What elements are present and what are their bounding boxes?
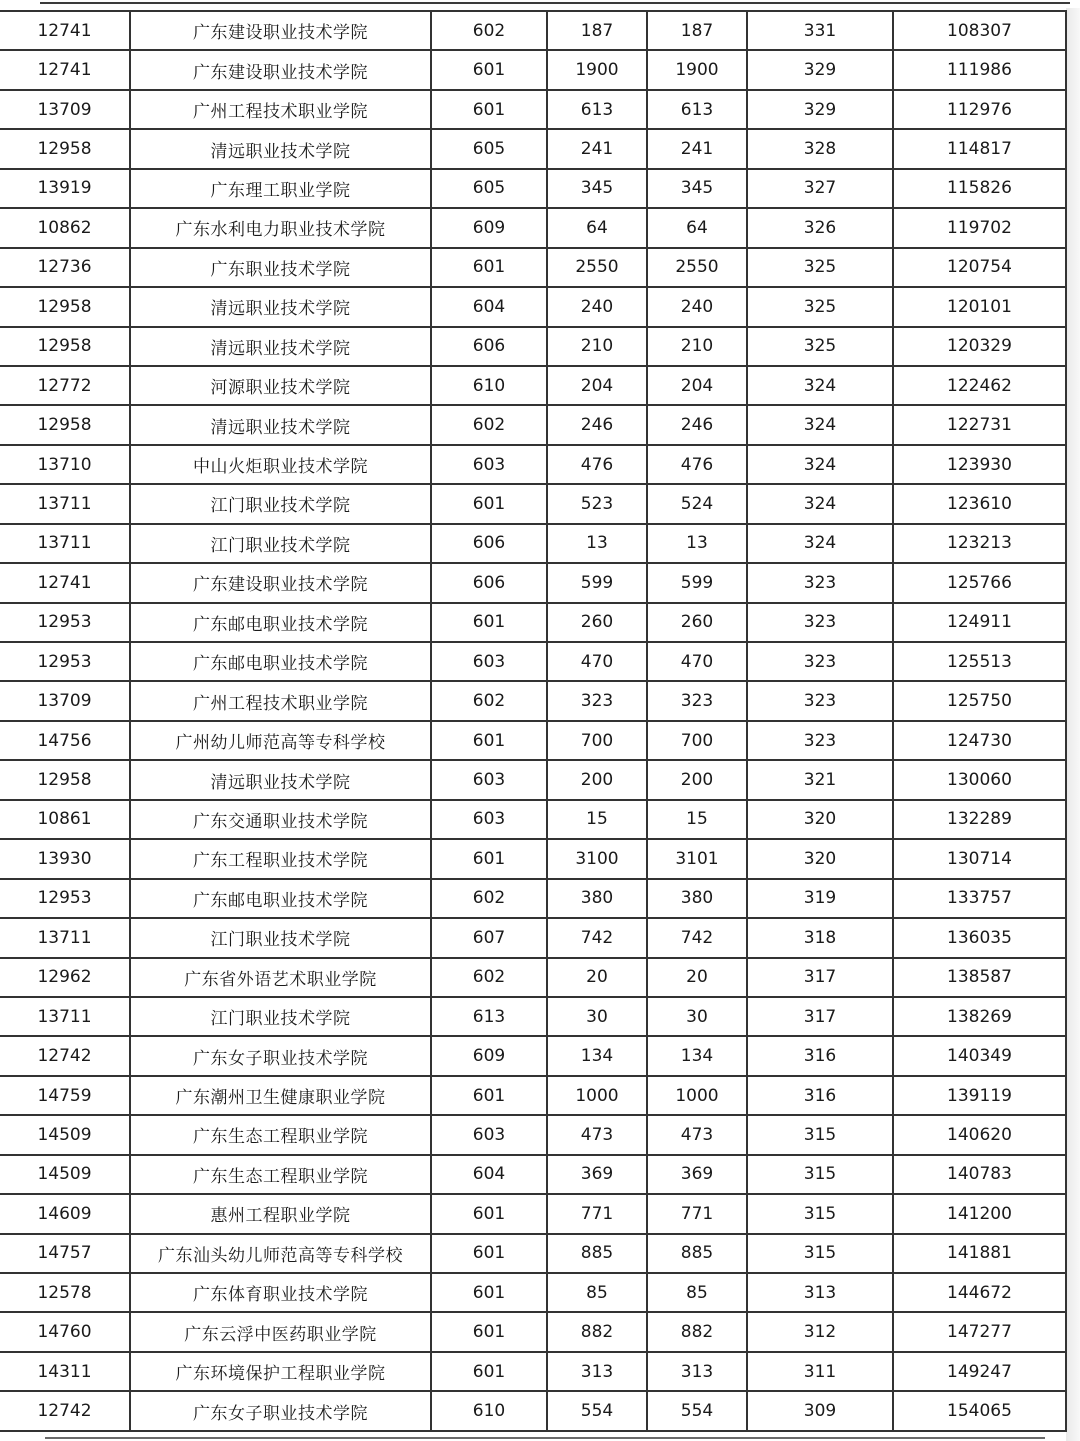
school-code-cell: 10861 — [0, 800, 130, 839]
table-row — [0, 760, 1066, 799]
school-name-cell: 广东工程职业技术学院 — [130, 839, 431, 878]
table-row — [0, 1194, 1066, 1233]
min-score-cell: 324 — [747, 484, 893, 523]
admitted-count-cell: 13 — [647, 524, 747, 563]
school-code-cell: 12953 — [0, 642, 130, 681]
school-name-cell: 广东生态工程职业学院 — [130, 1115, 431, 1154]
school-code-cell: 14756 — [0, 721, 130, 760]
school-name-cell: 广东体育职业技术学院 — [130, 1273, 431, 1312]
plan-count-cell: 742 — [547, 918, 647, 957]
table-row — [0, 1155, 1066, 1194]
school-name-cell: 中山火炬职业技术学院 — [130, 445, 431, 484]
min-score-cell: 312 — [747, 1312, 893, 1351]
admitted-count-cell: 187 — [647, 11, 747, 50]
plan-count-cell: 323 — [547, 681, 647, 720]
min-rank-cell: 125513 — [893, 642, 1066, 681]
group-code-cell: 601 — [431, 1076, 547, 1115]
min-rank-cell: 138587 — [893, 958, 1066, 997]
min-rank-cell: 147277 — [893, 1312, 1066, 1351]
min-rank-cell: 139119 — [893, 1076, 1066, 1115]
min-score-cell: 318 — [747, 918, 893, 957]
min-rank-cell: 115826 — [893, 169, 1066, 208]
admitted-count-cell: 473 — [647, 1115, 747, 1154]
school-name-cell: 江门职业技术学院 — [130, 918, 431, 957]
table-row — [0, 445, 1066, 484]
plan-count-cell: 613 — [547, 90, 647, 129]
plan-count-cell: 882 — [547, 1312, 647, 1351]
school-name-cell: 广州工程技术职业学院 — [130, 681, 431, 720]
table-row — [0, 1036, 1066, 1075]
plan-count-cell: 380 — [547, 879, 647, 918]
school-name-cell: 广东理工职业学院 — [130, 169, 431, 208]
admission-score-table — [0, 10, 1067, 1432]
min-rank-cell: 123610 — [893, 484, 1066, 523]
table-row — [0, 839, 1066, 878]
plan-count-cell: 15 — [547, 800, 647, 839]
school-code-cell: 13710 — [0, 445, 130, 484]
table-row — [0, 918, 1066, 957]
min-score-cell: 325 — [747, 327, 893, 366]
page-edge-shadow — [1066, 8, 1080, 1441]
table-row — [0, 603, 1066, 642]
group-code-cell: 603 — [431, 445, 547, 484]
group-code-cell: 601 — [431, 839, 547, 878]
school-code-cell: 13930 — [0, 839, 130, 878]
admitted-count-cell: 882 — [647, 1312, 747, 1351]
school-code-cell: 14509 — [0, 1115, 130, 1154]
school-name-cell: 广东职业技术学院 — [130, 248, 431, 287]
group-code-cell: 601 — [431, 50, 547, 89]
min-rank-cell: 154065 — [893, 1391, 1066, 1430]
admitted-count-cell: 771 — [647, 1194, 747, 1233]
admitted-count-cell: 30 — [647, 997, 747, 1036]
school-code-cell: 14760 — [0, 1312, 130, 1351]
min-rank-cell: 125750 — [893, 681, 1066, 720]
school-code-cell: 12953 — [0, 603, 130, 642]
admitted-count-cell: 2550 — [647, 248, 747, 287]
min-rank-cell: 120329 — [893, 327, 1066, 366]
school-name-cell: 清远职业技术学院 — [130, 287, 431, 326]
min-score-cell: 315 — [747, 1234, 893, 1273]
min-score-cell: 320 — [747, 839, 893, 878]
plan-count-cell: 241 — [547, 129, 647, 168]
table-row — [0, 1076, 1066, 1115]
top-border-line — [40, 2, 1070, 4]
school-name-cell: 广东云浮中医药职业学院 — [130, 1312, 431, 1351]
admitted-count-cell: 470 — [647, 642, 747, 681]
min-rank-cell: 130714 — [893, 839, 1066, 878]
min-rank-cell: 108307 — [893, 11, 1066, 50]
school-name-cell: 广东水利电力职业技术学院 — [130, 208, 431, 247]
min-score-cell: 325 — [747, 248, 893, 287]
group-code-cell: 605 — [431, 129, 547, 168]
school-code-cell: 12736 — [0, 248, 130, 287]
group-code-cell: 602 — [431, 405, 547, 444]
admitted-count-cell: 210 — [647, 327, 747, 366]
school-name-cell: 广东邮电职业技术学院 — [130, 879, 431, 918]
school-name-cell: 江门职业技术学院 — [130, 524, 431, 563]
admitted-count-cell: 885 — [647, 1234, 747, 1273]
min-rank-cell: 124730 — [893, 721, 1066, 760]
group-code-cell: 602 — [431, 11, 547, 50]
min-rank-cell: 136035 — [893, 918, 1066, 957]
admitted-count-cell: 613 — [647, 90, 747, 129]
min-rank-cell: 141200 — [893, 1194, 1066, 1233]
min-score-cell: 317 — [747, 958, 893, 997]
min-score-cell: 311 — [747, 1352, 893, 1391]
plan-count-cell: 30 — [547, 997, 647, 1036]
plan-count-cell: 85 — [547, 1273, 647, 1312]
table-row — [0, 287, 1066, 326]
school-code-cell: 12953 — [0, 879, 130, 918]
admitted-count-cell: 1000 — [647, 1076, 747, 1115]
school-code-cell: 12741 — [0, 11, 130, 50]
min-score-cell: 329 — [747, 50, 893, 89]
group-code-cell: 604 — [431, 287, 547, 326]
min-score-cell: 327 — [747, 169, 893, 208]
table-row — [0, 1312, 1066, 1351]
table-row — [0, 208, 1066, 247]
school-name-cell: 江门职业技术学院 — [130, 484, 431, 523]
admitted-count-cell: 599 — [647, 563, 747, 602]
school-code-cell: 13711 — [0, 524, 130, 563]
table-row — [0, 366, 1066, 405]
table-row — [0, 11, 1066, 50]
min-score-cell: 320 — [747, 800, 893, 839]
group-code-cell: 609 — [431, 208, 547, 247]
school-code-cell: 14759 — [0, 1076, 130, 1115]
plan-count-cell: 885 — [547, 1234, 647, 1273]
min-rank-cell: 120754 — [893, 248, 1066, 287]
plan-count-cell: 64 — [547, 208, 647, 247]
school-code-cell: 14757 — [0, 1234, 130, 1273]
plan-count-cell: 470 — [547, 642, 647, 681]
min-rank-cell: 140620 — [893, 1115, 1066, 1154]
group-code-cell: 606 — [431, 563, 547, 602]
school-code-cell: 13919 — [0, 169, 130, 208]
min-rank-cell: 122731 — [893, 405, 1066, 444]
group-code-cell: 601 — [431, 1273, 547, 1312]
plan-count-cell: 200 — [547, 760, 647, 799]
min-score-cell: 323 — [747, 563, 893, 602]
min-score-cell: 331 — [747, 11, 893, 50]
admitted-count-cell: 476 — [647, 445, 747, 484]
school-name-cell: 江门职业技术学院 — [130, 997, 431, 1036]
min-rank-cell: 123213 — [893, 524, 1066, 563]
admitted-count-cell: 241 — [647, 129, 747, 168]
table-row — [0, 642, 1066, 681]
min-rank-cell: 141881 — [893, 1234, 1066, 1273]
school-name-cell: 广东建设职业技术学院 — [130, 11, 431, 50]
table-row — [0, 524, 1066, 563]
plan-count-cell: 2550 — [547, 248, 647, 287]
school-code-cell: 12742 — [0, 1391, 130, 1430]
plan-count-cell: 473 — [547, 1115, 647, 1154]
group-code-cell: 606 — [431, 524, 547, 563]
admitted-count-cell: 369 — [647, 1155, 747, 1194]
school-code-cell: 12958 — [0, 760, 130, 799]
admitted-count-cell: 313 — [647, 1352, 747, 1391]
table-row — [0, 248, 1066, 287]
group-code-cell: 602 — [431, 879, 547, 918]
school-code-cell: 12962 — [0, 958, 130, 997]
school-name-cell: 广东生态工程职业学院 — [130, 1155, 431, 1194]
group-code-cell: 603 — [431, 1115, 547, 1154]
table-row — [0, 50, 1066, 89]
admitted-count-cell: 204 — [647, 366, 747, 405]
min-rank-cell: 132289 — [893, 800, 1066, 839]
table-row — [0, 327, 1066, 366]
admitted-count-cell: 554 — [647, 1391, 747, 1430]
table-row — [0, 879, 1066, 918]
min-rank-cell: 125766 — [893, 563, 1066, 602]
group-code-cell: 601 — [431, 721, 547, 760]
admitted-count-cell: 323 — [647, 681, 747, 720]
school-name-cell: 广州幼儿师范高等专科学校 — [130, 721, 431, 760]
plan-count-cell: 599 — [547, 563, 647, 602]
min-score-cell: 329 — [747, 90, 893, 129]
table-row — [0, 681, 1066, 720]
min-rank-cell: 123930 — [893, 445, 1066, 484]
school-name-cell: 广州工程技术职业学院 — [130, 90, 431, 129]
school-code-cell: 12958 — [0, 129, 130, 168]
min-rank-cell: 120101 — [893, 287, 1066, 326]
plan-count-cell: 345 — [547, 169, 647, 208]
min-score-cell: 323 — [747, 642, 893, 681]
group-code-cell: 601 — [431, 484, 547, 523]
plan-count-cell: 700 — [547, 721, 647, 760]
min-rank-cell: 140783 — [893, 1155, 1066, 1194]
group-code-cell: 606 — [431, 327, 547, 366]
min-rank-cell: 112976 — [893, 90, 1066, 129]
school-code-cell: 12742 — [0, 1036, 130, 1075]
table-row — [0, 958, 1066, 997]
table-row — [0, 1391, 1066, 1430]
admitted-count-cell: 64 — [647, 208, 747, 247]
plan-count-cell: 13 — [547, 524, 647, 563]
table-row — [0, 405, 1066, 444]
group-code-cell: 610 — [431, 1391, 547, 1430]
min-score-cell: 323 — [747, 681, 893, 720]
plan-count-cell: 1000 — [547, 1076, 647, 1115]
min-rank-cell: 124911 — [893, 603, 1066, 642]
min-score-cell: 323 — [747, 603, 893, 642]
plan-count-cell: 246 — [547, 405, 647, 444]
school-name-cell: 清远职业技术学院 — [130, 760, 431, 799]
min-rank-cell: 114817 — [893, 129, 1066, 168]
table-row — [0, 1234, 1066, 1273]
admitted-count-cell: 380 — [647, 879, 747, 918]
admitted-count-cell: 134 — [647, 1036, 747, 1075]
plan-count-cell: 523 — [547, 484, 647, 523]
school-code-cell: 12741 — [0, 50, 130, 89]
min-score-cell: 324 — [747, 524, 893, 563]
min-score-cell: 316 — [747, 1076, 893, 1115]
group-code-cell: 602 — [431, 958, 547, 997]
plan-count-cell: 476 — [547, 445, 647, 484]
admitted-count-cell: 345 — [647, 169, 747, 208]
school-name-cell: 清远职业技术学院 — [130, 405, 431, 444]
school-name-cell: 清远职业技术学院 — [130, 129, 431, 168]
school-name-cell: 广东邮电职业技术学院 — [130, 603, 431, 642]
min-rank-cell: 130060 — [893, 760, 1066, 799]
min-rank-cell: 111986 — [893, 50, 1066, 89]
admitted-count-cell: 3101 — [647, 839, 747, 878]
plan-count-cell: 1900 — [547, 50, 647, 89]
school-code-cell: 14609 — [0, 1194, 130, 1233]
min-rank-cell: 149247 — [893, 1352, 1066, 1391]
school-name-cell: 广东建设职业技术学院 — [130, 50, 431, 89]
plan-count-cell: 771 — [547, 1194, 647, 1233]
group-code-cell: 610 — [431, 366, 547, 405]
admitted-count-cell: 260 — [647, 603, 747, 642]
plan-count-cell: 134 — [547, 1036, 647, 1075]
plan-count-cell: 3100 — [547, 839, 647, 878]
min-score-cell: 313 — [747, 1273, 893, 1312]
admitted-count-cell: 85 — [647, 1273, 747, 1312]
school-code-cell: 13711 — [0, 997, 130, 1036]
school-code-cell: 13709 — [0, 90, 130, 129]
school-code-cell: 13711 — [0, 918, 130, 957]
admitted-count-cell: 200 — [647, 760, 747, 799]
min-score-cell: 315 — [747, 1194, 893, 1233]
school-code-cell: 12958 — [0, 287, 130, 326]
school-code-cell: 13711 — [0, 484, 130, 523]
min-score-cell: 309 — [747, 1391, 893, 1430]
school-name-cell: 广东省外语艺术职业学院 — [130, 958, 431, 997]
group-code-cell: 603 — [431, 800, 547, 839]
school-name-cell: 广东潮州卫生健康职业学院 — [130, 1076, 431, 1115]
school-name-cell: 清远职业技术学院 — [130, 327, 431, 366]
min-score-cell: 315 — [747, 1115, 893, 1154]
plan-count-cell: 210 — [547, 327, 647, 366]
plan-count-cell: 204 — [547, 366, 647, 405]
min-score-cell: 324 — [747, 366, 893, 405]
min-rank-cell: 144672 — [893, 1273, 1066, 1312]
table-row — [0, 721, 1066, 760]
bottom-border-line — [45, 1437, 1045, 1439]
group-code-cell: 601 — [431, 1194, 547, 1233]
table-body — [0, 11, 1066, 1431]
school-code-cell: 14311 — [0, 1352, 130, 1391]
school-name-cell: 广东汕头幼儿师范高等专科学校 — [130, 1234, 431, 1273]
min-score-cell: 316 — [747, 1036, 893, 1075]
school-name-cell: 广东建设职业技术学院 — [130, 563, 431, 602]
min-score-cell: 315 — [747, 1155, 893, 1194]
school-code-cell: 12772 — [0, 366, 130, 405]
group-code-cell: 601 — [431, 1234, 547, 1273]
plan-count-cell: 187 — [547, 11, 647, 50]
admitted-count-cell: 246 — [647, 405, 747, 444]
min-score-cell: 321 — [747, 760, 893, 799]
group-code-cell: 604 — [431, 1155, 547, 1194]
group-code-cell: 609 — [431, 1036, 547, 1075]
plan-count-cell: 260 — [547, 603, 647, 642]
school-code-cell: 12958 — [0, 405, 130, 444]
min-score-cell: 326 — [747, 208, 893, 247]
group-code-cell: 603 — [431, 760, 547, 799]
school-name-cell: 广东邮电职业技术学院 — [130, 642, 431, 681]
table-row — [0, 1273, 1066, 1312]
group-code-cell: 601 — [431, 1352, 547, 1391]
group-code-cell: 601 — [431, 90, 547, 129]
table-row — [0, 563, 1066, 602]
min-rank-cell: 133757 — [893, 879, 1066, 918]
school-code-cell: 14509 — [0, 1155, 130, 1194]
table-row — [0, 129, 1066, 168]
school-name-cell: 广东环境保护工程职业学院 — [130, 1352, 431, 1391]
min-score-cell: 324 — [747, 445, 893, 484]
min-score-cell: 317 — [747, 997, 893, 1036]
table-row — [0, 484, 1066, 523]
group-code-cell: 605 — [431, 169, 547, 208]
min-score-cell: 325 — [747, 287, 893, 326]
group-code-cell: 607 — [431, 918, 547, 957]
plan-count-cell: 313 — [547, 1352, 647, 1391]
school-code-cell: 12741 — [0, 563, 130, 602]
school-code-cell: 12958 — [0, 327, 130, 366]
school-name-cell: 河源职业技术学院 — [130, 366, 431, 405]
min-rank-cell: 138269 — [893, 997, 1066, 1036]
min-score-cell: 328 — [747, 129, 893, 168]
table-row — [0, 1352, 1066, 1391]
group-code-cell: 613 — [431, 997, 547, 1036]
plan-count-cell: 240 — [547, 287, 647, 326]
min-rank-cell: 119702 — [893, 208, 1066, 247]
group-code-cell: 602 — [431, 681, 547, 720]
admitted-count-cell: 742 — [647, 918, 747, 957]
table-row — [0, 90, 1066, 129]
group-code-cell: 601 — [431, 248, 547, 287]
min-rank-cell: 140349 — [893, 1036, 1066, 1075]
school-name-cell: 广东女子职业技术学院 — [130, 1036, 431, 1075]
admitted-count-cell: 700 — [647, 721, 747, 760]
plan-count-cell: 554 — [547, 1391, 647, 1430]
school-name-cell: 惠州工程职业学院 — [130, 1194, 431, 1233]
admitted-count-cell: 15 — [647, 800, 747, 839]
min-rank-cell: 122462 — [893, 366, 1066, 405]
group-code-cell: 601 — [431, 1312, 547, 1351]
plan-count-cell: 20 — [547, 958, 647, 997]
school-code-cell: 12578 — [0, 1273, 130, 1312]
table-row — [0, 1115, 1066, 1154]
min-score-cell: 324 — [747, 405, 893, 444]
admitted-count-cell: 240 — [647, 287, 747, 326]
admitted-count-cell: 20 — [647, 958, 747, 997]
table-row — [0, 997, 1066, 1036]
table-row — [0, 800, 1066, 839]
group-code-cell: 603 — [431, 642, 547, 681]
min-score-cell: 319 — [747, 879, 893, 918]
table-row — [0, 169, 1066, 208]
school-code-cell: 13709 — [0, 681, 130, 720]
admitted-count-cell: 1900 — [647, 50, 747, 89]
school-code-cell: 10862 — [0, 208, 130, 247]
group-code-cell: 601 — [431, 603, 547, 642]
min-score-cell: 323 — [747, 721, 893, 760]
school-name-cell: 广东交通职业技术学院 — [130, 800, 431, 839]
plan-count-cell: 369 — [547, 1155, 647, 1194]
admitted-count-cell: 524 — [647, 484, 747, 523]
school-name-cell: 广东女子职业技术学院 — [130, 1391, 431, 1430]
